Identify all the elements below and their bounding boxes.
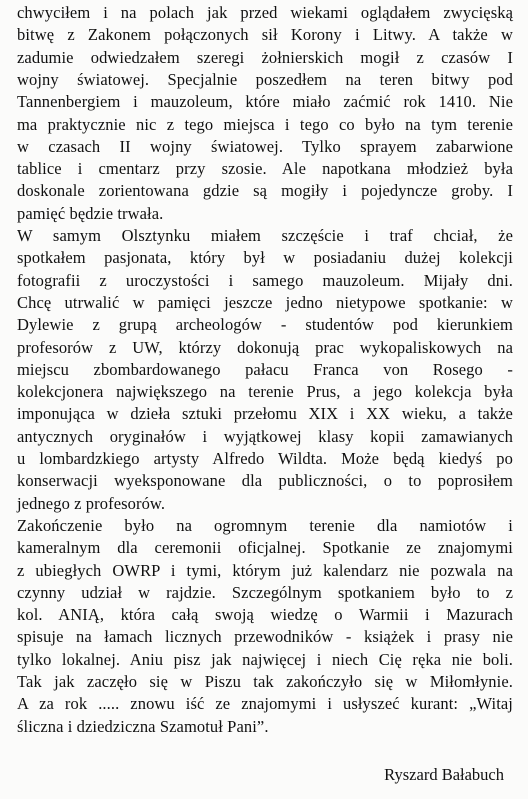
text-line: antycznych oryginałów i wyjątkowej klasy kopii zamawianych [17, 426, 513, 446]
text-line: śliczna i dziedziczna Szamotuł Pani”. [17, 716, 269, 736]
text-line: Dylewie z grupą archeologów - studentów pod kierunkiem [17, 315, 513, 335]
text-line: tylko lokalnej. Aniu pisz jak najwięcej i niech Cię ręka nie boli. [17, 649, 513, 669]
text-line: jednego z profesorów. [17, 493, 166, 513]
text-line: bitwę z Zakonem połączonych sił Korony i Litwy. A także w [17, 25, 513, 45]
text-line: w czasach II wojny światowej. Tylko sprayem zabarwione [17, 136, 513, 156]
text-line: profesorów z UW, którzy dokonują prac wykopaliskowych na [17, 337, 513, 357]
text-line: kameralnym dla ceremonii oficjalnej. Spotkanie ze znajomymi [17, 538, 513, 558]
text-line: chwyciłem i na polach jak przed wiekami oglądałem zwycięską [17, 3, 513, 22]
text-line: ma praktycznie nic z tego miejsca i tego co było na tym terenie [17, 114, 513, 134]
text-line: kol. ANIĄ, która całą swoją wiedzę o Warmii i Mazurach [17, 605, 513, 625]
text-line: Zakończenie było na ogromnym terenie dla namiotów i [17, 515, 513, 535]
text-line: zadumie odwiedzałem szeregi żołnierskich mogił z czasów I [17, 47, 513, 67]
text-line: kolekcjonera największego na terenie Prus, a jego kolekcja była [17, 382, 513, 402]
text-line: A za rok ..... znowu iść ze znajomymi i usłyszeć kurant: „Witaj [17, 694, 513, 714]
text-line: spisuje na łamach licznych przewodników - książek i prasy nie [17, 627, 513, 647]
text-line: wojny światowej. Specjalnie poszedłem na teren bitwy pod [17, 69, 513, 89]
text-line: u lombardzkiego artysty Alfredo Wildta. Może będą kiedyś po [17, 449, 513, 468]
text-line: Tak jak zaczęło się w Piszu tak zakończyło się w Miłomłynie. [17, 672, 513, 691]
author-signature: Ryszard Bałabuch [384, 765, 504, 784]
text-line: miejscu zbombardowanego pałacu Franca von Rosego - [17, 359, 513, 379]
text-line: spotkałem pasjonata, który był w posiadaniu dużej kolekcji [17, 248, 513, 268]
text-line: czynny udział w rajdzie. Szczególnym spotkaniem było to z [17, 582, 513, 602]
text-line: konserwacji wyeksponowane dla publiczności, o to poprosiłem [17, 471, 513, 491]
text-line: fotografii z uroczystości i samego mauzoleum. Mijały dni. [17, 270, 513, 290]
text-line: doskonale zorientowana gdzie są mogiły i pojedyncze groby. I [17, 181, 513, 201]
text-line: pamięć będzie trwała. [17, 203, 164, 223]
text-line: z ubiegłych OWRP i tymi, którym już kalendarz nie pozwala na [17, 560, 513, 580]
text-line: tablice i cmentarz przy szosie. Ale napotkana młodzież była [17, 159, 513, 179]
text-line: W samym Olsztynku miałem szczęście i traf chciał, że [17, 226, 513, 245]
text-line: imponująca w dzieła sztuki przełomu XIX i XX wieku, a także [17, 404, 513, 424]
text-line: Tannenbergiem i mauzoleum, które miało zaćmić rok 1410. Nie [17, 92, 513, 112]
text-line: Chcę utrwalić w pamięci jeszcze jedno nietypowe spotkanie: w [17, 292, 513, 312]
